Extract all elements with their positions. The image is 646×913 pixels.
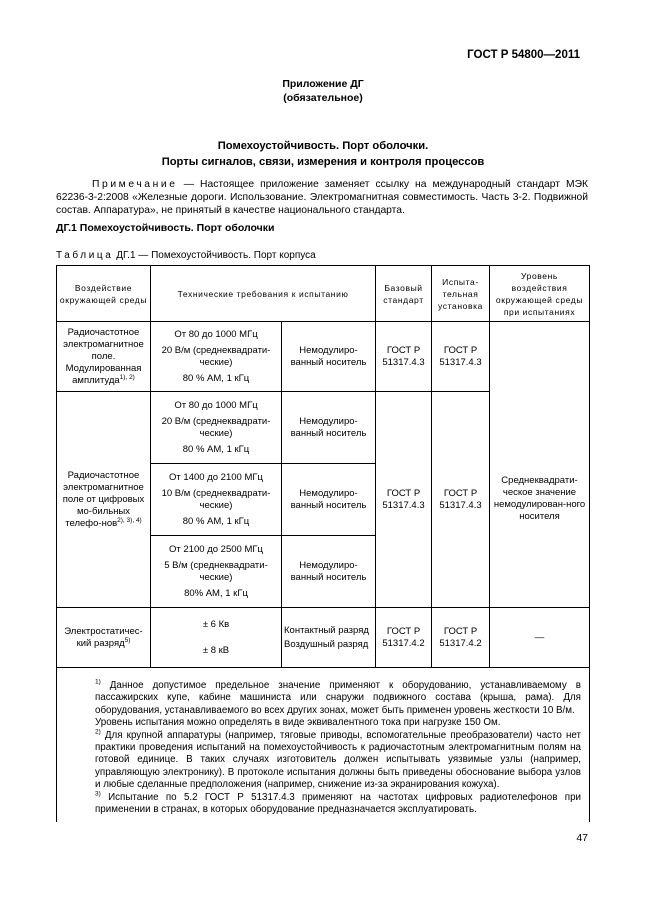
row1-impact: Радиочастотное электромагнитное поле. Модулированная амплитуда$^{1), 2)}$ [57,322,151,392]
note-text: — Настоящее приложение заменяет ссылку на международный стандарт МЭК 62236-3-2:2008 «Железные дороги. Использование. Электромагнитная совместимость. Часть 3-2. Подвижной состав. Аппаратура», не принятый в качестве национального стандарта. [56,179,588,216]
row1-carrier: Немодулиро-ванный носитель [282,322,376,392]
row3-discharge: Контактный разряд Воздушный разряд [282,608,376,668]
header-test-setup: Испыта-тельная установка [432,266,490,322]
row3-impact: Электростатичес-кий разряд$^{5)}$ [57,608,151,668]
appendix-status: (обязательное) [283,92,363,104]
header-requirements: Технические требования к испытанию [151,266,376,322]
row3-test-setup: ГОСТ Р 51317.4.2 [432,608,490,668]
table-caption-text: ДГ.1 — Помехоустойчивость. Порт корпуса [116,250,316,261]
table-header-row [57,266,590,322]
immunity-table [56,265,590,822]
header-level: Уровень воздействия окружающей среды при испытаниях [490,266,590,322]
footnotes-row [57,668,590,823]
subsection-title: ДГ.1 Помехоустойчивость. Порт оболочки [56,222,275,234]
row2-level: Среднеквадрати-ческое значение немодулирован-ного носителя [490,392,590,608]
footnote-2: $^{2)}$ Для крупной аппаратуры (например, тяговые приводы, вспомогательные преобразователи) часто нет практики проведения испытаний на помехоустойчивость к радиочастотным электромагнитным полям на готовой единице. В таких случаях изготовитель должен испытывать уязвимые узлы (например, управляющую электронику). В протоколе испытания должны быть приведены обоснование выбора узлов и любые сделанные предположения (например, снижение из-за экранирования кожуха). [95,728,581,791]
table-row [57,392,590,464]
row1-test-setup: ГОСТ Р 51317.4.3 [432,322,490,392]
row2-carrier-a: Немодулиро-ванный носитель [282,392,376,464]
row1-basic-standard: ГОСТ Р 51317.4.3 [376,322,432,392]
row3-basic-standard: ГОСТ Р 51317.4.2 [376,608,432,668]
document-header: ГОСТ Р 54800—2011 [467,49,580,61]
row2-requirements-c: От 2100 до 2500 МГц 5 В/м (среднеквадрати-ческие) 80% АМ, 1 кГц [151,536,282,608]
page-number: 47 [576,832,588,844]
row3-level: — [490,608,590,668]
row1-level [490,322,590,392]
table-row [57,322,590,392]
footnote-1: $^{1)}$ Данное допустимое предельное значение применяют к оборудованию, устанавливаемому в пассажирских купе, кабине машиниста или снаружи подвижного состава (крыша, рама). Для оборудования, устанавливаемого во всех других зонах, может быть применен уровень жесткости 10 В/м. [95,678,581,716]
row2-requirements-b: От 1400 до 2100 МГц 10 В/м (среднеквадрати-ческие) 80 % АМ, 1 кГц [151,464,282,536]
appendix-title: Приложение ДГ [282,78,364,90]
footnote-3: $^{3)}$ Испытание по 5.2 ГОСТ Р 51317.4.3 применяют на частотах цифровых радиотелефонов при применении в странах, в которых оборудование предназначается эксплуатировать. [95,790,581,816]
row2-test-setup: ГОСТ Р 51317.4.3 [432,392,490,608]
section-title-line-2: Порты сигналов, связи, измерения и контроля процессов [161,156,485,168]
table-row [57,608,590,668]
note-label: Примечание [92,179,178,190]
row2-impact: Радиочастотное электромагнитное поле от цифровых мо-бильных телефо-нов$^{2), 3), 4)}$ [57,392,151,608]
footnotes-cell [57,668,590,823]
appendix-heading [0,77,646,105]
section-title [0,138,646,170]
section-title-line-1: Помехоустойчивость. Порт оболочки. [217,140,429,152]
row1-requirements: От 80 до 1000 МГц 20 В/м (среднеквадрати-ческие) 80 % АМ, 1 кГц [151,322,282,392]
footnote-1b: Уровень испытания можно определять в виде эквивалентного тока при нагрузке 150 Ом. [95,717,501,729]
header-basic-standard: Базовый стандарт [376,266,432,322]
row3-requirements: ± 6 Кв ± 8 кВ [151,608,282,668]
row2-carrier-c: Немодулиро-ванный носитель [282,536,376,608]
table-caption [56,250,316,261]
row2-requirements-a: От 80 до 1000 МГц 20 В/м (среднеквадрати-ческие) 80 % АМ, 1 кГц [151,392,282,464]
note-paragraph [56,178,588,217]
table-caption-label: Таблица [56,250,114,261]
row2-carrier-b: Немодулиро-ванный носитель [282,464,376,536]
header-impact: Воздействие окружающей среды [57,266,151,322]
row2-basic-standard: ГОСТ Р 51317.4.3 [376,392,432,608]
